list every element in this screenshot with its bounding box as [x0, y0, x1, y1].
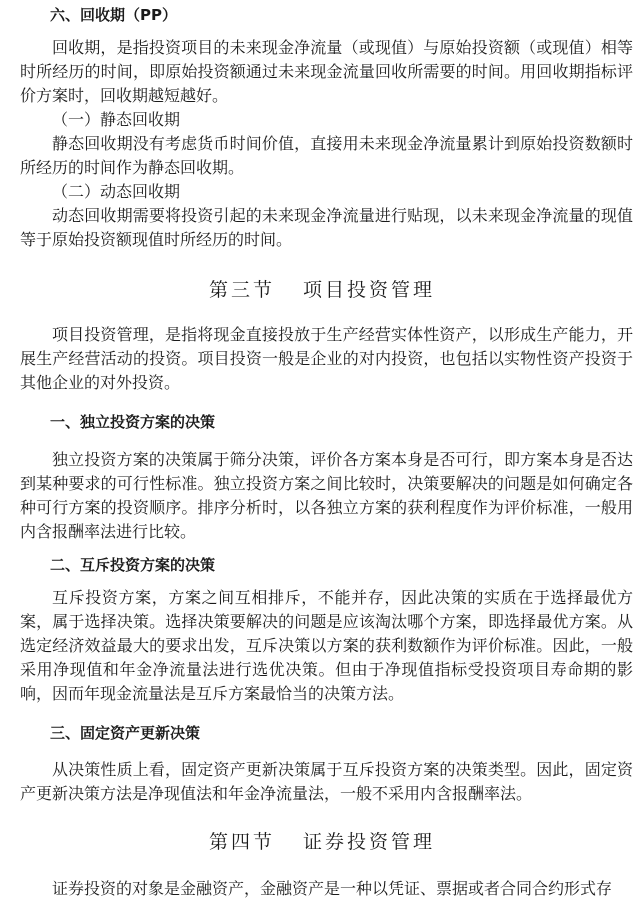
section-3-paragraph: 项目投资管理，是指将现金直接投放于生产经营实体性资产，以形成生产能力，开展生产经营活动的投资。项目投资一般是企业的对内投资，也包括以实物性资产投资于其他企业的对外投资。 [20, 325, 633, 392]
static-heading: （一）静态回收期 [52, 110, 181, 129]
section-4-name: 证券投资管理 [303, 831, 436, 853]
section-3-title [0, 275, 644, 302]
section-4-number: 第四节 [208, 831, 275, 853]
pp-paragraph: 回收期，是指投资项目的未来现金净流量（或现值）与原始投资额（或现值）相等时所经历的时间，即原始投资额通过未来现金流量回收所需要的时间。用回收期指标评价方案时，回收期越短越好。 [20, 38, 633, 105]
pp-heading: 六、回收期（PP） [50, 6, 177, 24]
section-4-paragraph: 证券投资的对象是金融资产，金融资产是一种以凭证、票据或者合同合约形式存 [52, 879, 613, 898]
section-3-number: 第三节 [208, 279, 275, 301]
dynamic-heading: （二）动态回收期 [52, 182, 181, 201]
paragraph-mutually-exclusive: 互斥投资方案，方案之间互相排斥，不能并存，因此决策的实质在于选择最优方案，属于选择决策。选择决策要解决的问题是应该淘汰哪个方案，即选择最优方案。从选定经济效益最大的要求出发，互斥决策以方案的获利数额作为评价标准。因此，一般采用净现值和年金净流量法进行选优决策。但由于净现值指标受投资项目寿命期的影响，因而年现金流量法是互斥方案最恰当的决策方法。 [20, 588, 633, 703]
heading-mutually-exclusive: 二、互斥投资方案的决策 [50, 556, 216, 574]
paragraph-independent: 独立投资方案的决策属于筛分决策，评价各方案本身是否可行，即方案本身是否达到某种要求的可行性标准。独立投资方案之间比较时，决策要解决的问题是如何确定各种可行方案的投资顺序。排序分析时，以各独立方案的获利程度作为评价标准，一般用内含报酬率法进行比较。 [20, 450, 633, 541]
paragraph-fixed-asset: 从决策性质上看，固定资产更新决策属于互斥投资方案的决策类型。因此，固定资产更新决策方法是净现值法和年金净流量法，一般不采用内含报酬率法。 [20, 760, 633, 803]
heading-fixed-asset: 三、固定资产更新决策 [50, 724, 201, 742]
dynamic-paragraph: 动态回收期需要将投资引起的未来现金净流量进行贴现，以未来现金净流量的现值等于原始投资额现值时所经历的时间。 [20, 206, 633, 249]
static-paragraph: 静态回收期没有考虑货币时间价值，直接用未来现金净流量累计到原始投资数额时所经历的时间作为静态回收期。 [20, 134, 633, 177]
section-4-title [0, 827, 644, 854]
section-3-name: 项目投资管理 [303, 279, 436, 301]
heading-independent: 一、独立投资方案的决策 [50, 413, 216, 431]
